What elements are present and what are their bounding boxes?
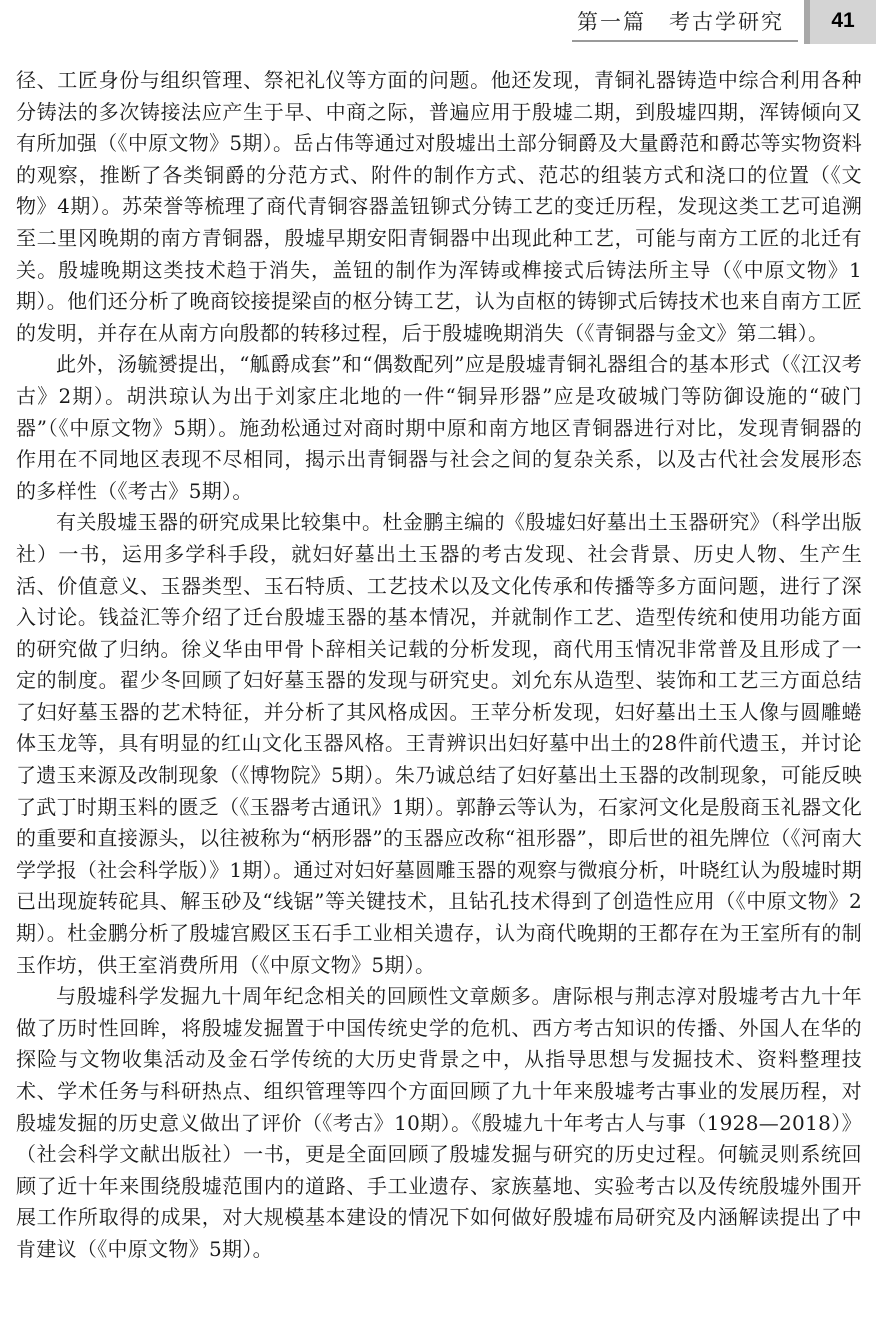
paragraph-1: 径、工匠身份与组织管理、祭祀礼仪等方面的问题。他还发现，青铜礼器铸造中综合利用各种分铸法的多次铸接法应产生于早、中商之际，普遍应用于殷墟二期，到殷墟四期，浑铸倾向又有所加强（《中原文物》5期）。岳占伟等通过对殷墟出土部分铜爵及大量爵范和爵芯等实物资料的观察，推断了各类铜爵的分范方式、附件的制作方式、范芯的组装方式和浇口的位置（《文物》4期）。苏荣誉等梳理了商代青铜容器盖钮铆式分铸工艺的变迁历程，发现这类工艺可追溯至二里冈晚期的南方青铜器，殷墟早期安阳青铜器中出现此种工艺，可能与南方工匠的北迁有关。殷墟晚期这类技术趋于消失，盖钮的制作为浑铸或榫接式后铸法所主导（《中原文物》1期）。他们还分析了晚商铰接提梁卣的枢分铸工艺，认为卣枢的铸铆式后铸技术也来自南方工匠的发明，并存在从南方向殷都的转移过程，后于殷墟晚期消失（《青铜器与金文》第二辑）。: [16, 68, 862, 345]
paragraph-4: 与殷墟科学发掘九十周年纪念相关的回顾性文章颇多。唐际根与荆志淳对殷墟考古九十年做了历时性回眸，将殷墟发掘置于中国传统史学的危机、西方考古知识的传播、外国人在华的探险与文物收集活动及金石学传统的大历史背景之中，从指导思想与发掘技术、资料整理技术、学术任务与科研热点、组织管理等四个方面回顾了九十年来殷墟考古事业的发展历程，对殷墟发掘的历史意义做出了评价（《考古》10期）。《殷墟九十年考古人与事（1928—2018）》（社会科学文献出版社）一书，更是全面回顾了殷墟发掘与研究的历史过程。何毓灵则系统回顾了近十年来围绕殷墟范围内的道路、手工业遗存、家族墓地、实验考古以及传统殷墟外围开展工作所取得的成果，对大规模基本建设的情况下如何做好殷墟布局研究及内涵解读提出了中肯建议（《中原文物》5期）。: [16, 984, 862, 1261]
page-number: 41: [831, 9, 855, 32]
paragraph-3: 有关殷墟玉器的研究成果比较集中。杜金鹏主编的《殷墟妇好墓出土玉器研究》（科学出版社）一书，运用多学科手段，就妇好墓出土玉器的考古发现、社会背景、历史人物、生产生活、价值意义、玉器类型、玉石特质、工艺技术以及文化传承和传播等多方面问题，进行了深入讨论。钱益汇等介绍了迁台殷墟玉器的基本情况，并就制作工艺、造型传统和使用功能方面的研究做了归纳。徐义华由甲骨卜辞相关记载的分析发现，商代用玉情况非常普及且形成了一定的制度。翟少冬回顾了妇好墓玉器的发现与研究史。刘允东从造型、装饰和工艺三方面总结了妇好墓玉器的艺术特征，并分析了其风格成因。王苹分析发现，妇好墓出土玉人像与圆雕蜷体玉龙等，具有明显的红山文化玉器风格。王青辨识出妇好墓中出土的28件前代遗玉，并讨论了遗玉来源及改制现象（《博物院》5期）。朱乃诚总结了妇好墓出土玉器的改制现象，可能反映了武丁时期玉料的匮乏（《玉器考古通讯》1期）。郭静云等认为，石家河文化是殷商玉礼器文化的重要和直接源头，以往被称为“柄形器”的玉器应改称“祖形器”，即后世的祖先牌位（《河南大学学报（社会科学版）》1期）。通过对妇好墓圆雕玉器的观察与微痕分析，叶晓红认为殷墟时期已出现旋转砣具、解玉砂及“线锯”等关键技术，且钻孔技术得到了创造性应用（《中原文物》2期）。杜金鹏分析了殷墟宫殿区玉石手工业相关遗存，认为商代晚期的王都存在为王室所有的制玉作坊，供王室消费所用（《中原文物》5期）。: [16, 510, 862, 977]
page-header: [0, 0, 876, 46]
section-title: 第一篇 考古学研究: [577, 10, 784, 34]
header-rule: [572, 40, 798, 42]
body-text: [16, 65, 862, 1266]
page-number-box: [804, 0, 876, 44]
paragraph-2: 此外，汤毓赟提出，“觚爵成套”和“偶数配列”应是殷墟青铜礼器组合的基本形式（《江汉考古》2期）。胡洪琼认为出于刘家庄北地的一件“铜异形器”应是攻破城门等防御设施的“破门器”（《中原文物》5期）。施劲松通过对商时期中原和南方地区青铜器进行对比，发现青铜器的作用在不同地区表现不尽相同，揭示出青铜器与社会之间的复杂关系，以及古代社会发展形态的多样性（《考古》5期）。: [16, 352, 862, 503]
